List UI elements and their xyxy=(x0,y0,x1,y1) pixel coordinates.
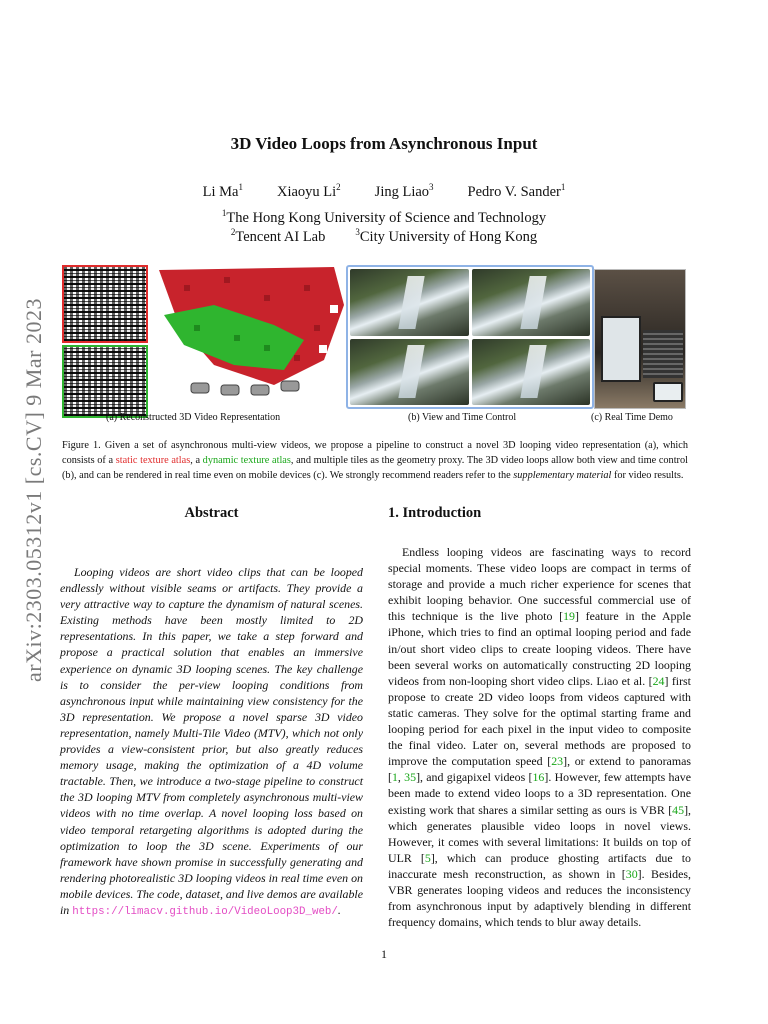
author: Jing Liao$^3$ xyxy=(374,182,434,200)
affiliation-line-2: $^2$Tencent AI Lab $^3$City University of Hong Kong xyxy=(230,227,538,245)
abstract-heading: Abstract xyxy=(184,505,239,521)
paper-title: 3D Video Loops from Asynchronous Input xyxy=(230,134,538,153)
intro-text-run: ], which generates plausible video loops in novel views. However, it comes with several limitations: It builds on top of ULR [ xyxy=(388,802,691,865)
citation-link[interactable]: 30 xyxy=(625,866,638,881)
intro-text-run: ] first propose to create 2D video loops from videos captured with static cameras. They solve for the optimal starting frame and looping period for each pixel in the input video to composite the final video. Later on, several methods are proposed to improve the computation speed [ xyxy=(388,673,691,769)
author: Pedro V. Sander$^1$ xyxy=(467,182,566,200)
citation-link[interactable]: 24 xyxy=(652,673,665,688)
intro-text-run: Endless looping videos are fascinating ways to record special moments. These video loops are compact in terms of storage and provide a much richer experience for scenes that exhibit looping behavior. One successful commercial use of this technique is the live photo [ xyxy=(388,545,691,624)
dynamic-atlas-term: dynamic texture atlas xyxy=(202,455,291,466)
monitor-shape xyxy=(601,316,641,382)
page-number: 1 xyxy=(381,947,387,961)
author: Xiaoyu Li$^2$ xyxy=(276,182,341,200)
supplementary-term: supplementary material xyxy=(513,470,612,481)
intro-text-run: ] feature in the Apple iPhone, which tries to find an optimal looping period and fade in/out short video clips to create looping videos. There have been several works on automatically constructing 2D looping videos from non-looping short video clips. Liao et al. [ xyxy=(388,609,691,688)
view-time-control-image xyxy=(346,265,594,409)
arxiv-stamp xyxy=(14,270,54,710)
waterfall-view-image xyxy=(472,339,591,406)
citation-link[interactable]: 16 xyxy=(532,770,545,785)
citation-link[interactable]: 45 xyxy=(672,802,685,817)
introduction-heading: 1. Introduction xyxy=(388,505,482,521)
author-list xyxy=(0,184,768,201)
affiliation-line-1: $^1$The Hong Kong University of Science and Technology xyxy=(221,208,547,226)
abstract-body: Looping videos are short video clips that can be looped endlessly without visible seams or artifacts. They provide a very attractive way to capture the dynamism of natural scenes. Existing methods have been mostly limited to 2D representations. In this paper, we take a step forward and propose a practical solution that enables an immersive experience on dynamic 3D looping scenes. The key challenge is to consider the per-view looping conditions from asynchronous input while maintaining view consistency for the 3D representation. We propose a novel sparse 3D video representation, namely Multi-Tile Video (MTV), which not only provides a view-consistent prior, but also greatly reduces memory usage, making the optimization of a 4D volume tractable. Then, we introduce a two-stage pipeline to construct the 3D looping MTV from completely asynchronous multi-view videos with no time overlap. A novel looping loss based on video temporal retargeting algorithms is adopted during the optimization to loop the 3D scene. Experiments of our framework have shown promise in successfully generating and rendering photorealistic 3D looping videos in real time even on mobile devices. The code, dataset, and live demos are available in https://limacv.github.io/VideoLoop3D_web/. xyxy=(60,565,363,918)
waterfall-view-image xyxy=(472,269,591,336)
subcaption-c: (c) Real Time Demo xyxy=(591,412,673,423)
intro-text-run: , xyxy=(397,770,405,785)
intro-text-run: ], or extend to panoramas [ xyxy=(388,754,691,785)
phone-shape xyxy=(653,382,683,402)
waterfall-view-image xyxy=(350,339,469,406)
dynamic-texture-atlas-image xyxy=(62,345,148,418)
intro-text-run: ]. However, few attempts have been made to extend video loops to a 3D representation. One existing work that shares a similar setting as ours is VBR [ xyxy=(388,770,691,817)
abstract-column xyxy=(60,505,363,920)
intro-text-run: ], which can produce ghosting artifacts due to inaccurate mesh reconstruction, as shown in [ xyxy=(388,850,692,881)
introduction-body xyxy=(388,544,691,930)
camera-rig-icon xyxy=(187,373,307,401)
intro-text-run: ]. Besides, VBR generates looping videos and reduces the inconsistency from asynchronous input by adaptively blending in different frequency domains, which tends to blur away details. xyxy=(388,866,691,930)
introduction-column xyxy=(388,505,691,930)
citation-link[interactable]: 5 xyxy=(424,850,431,865)
arxiv-id: arXiv:2303.05312v1 [cs.CV] 9 Mar 2023 xyxy=(21,298,46,682)
intro-text-run: ], and gigapixel videos [ xyxy=(416,770,533,785)
author: Li Ma$^1$ xyxy=(202,182,243,200)
static-atlas-term: static texture atlas xyxy=(115,455,191,466)
citation-link[interactable]: 1 xyxy=(391,770,398,785)
real-time-demo-image xyxy=(594,269,686,409)
static-texture-atlas-image xyxy=(62,265,148,343)
project-link[interactable]: https://limacv.github.io/VideoLoop3D_web/ xyxy=(72,905,338,918)
subcaption-a: (a) Reconstructed 3D Video Representation xyxy=(106,412,281,423)
device-shape xyxy=(643,330,683,378)
teaser-figure xyxy=(62,265,688,425)
waterfall-view-image xyxy=(350,269,469,336)
subcaption-b: (b) View and Time Control xyxy=(408,412,517,423)
figure-caption: Figure 1. Given a set of asynchronous multi-view videos, we propose a pipeline to construct a novel 3D looping video representation (a), which consists of a static texture atlas, a dynamic texture atlas, and multiple tiles as the geometry proxy. The 3D video loops allow both view and time control (b), and can be rendered in real time even on mobile devices (c). We strongly recommend readers refer to the supplementary material for video results. xyxy=(62,440,688,481)
citation-link[interactable]: 35 xyxy=(404,770,417,785)
citation-link[interactable]: 19 xyxy=(563,609,575,624)
citation-link[interactable]: 23 xyxy=(551,754,564,769)
